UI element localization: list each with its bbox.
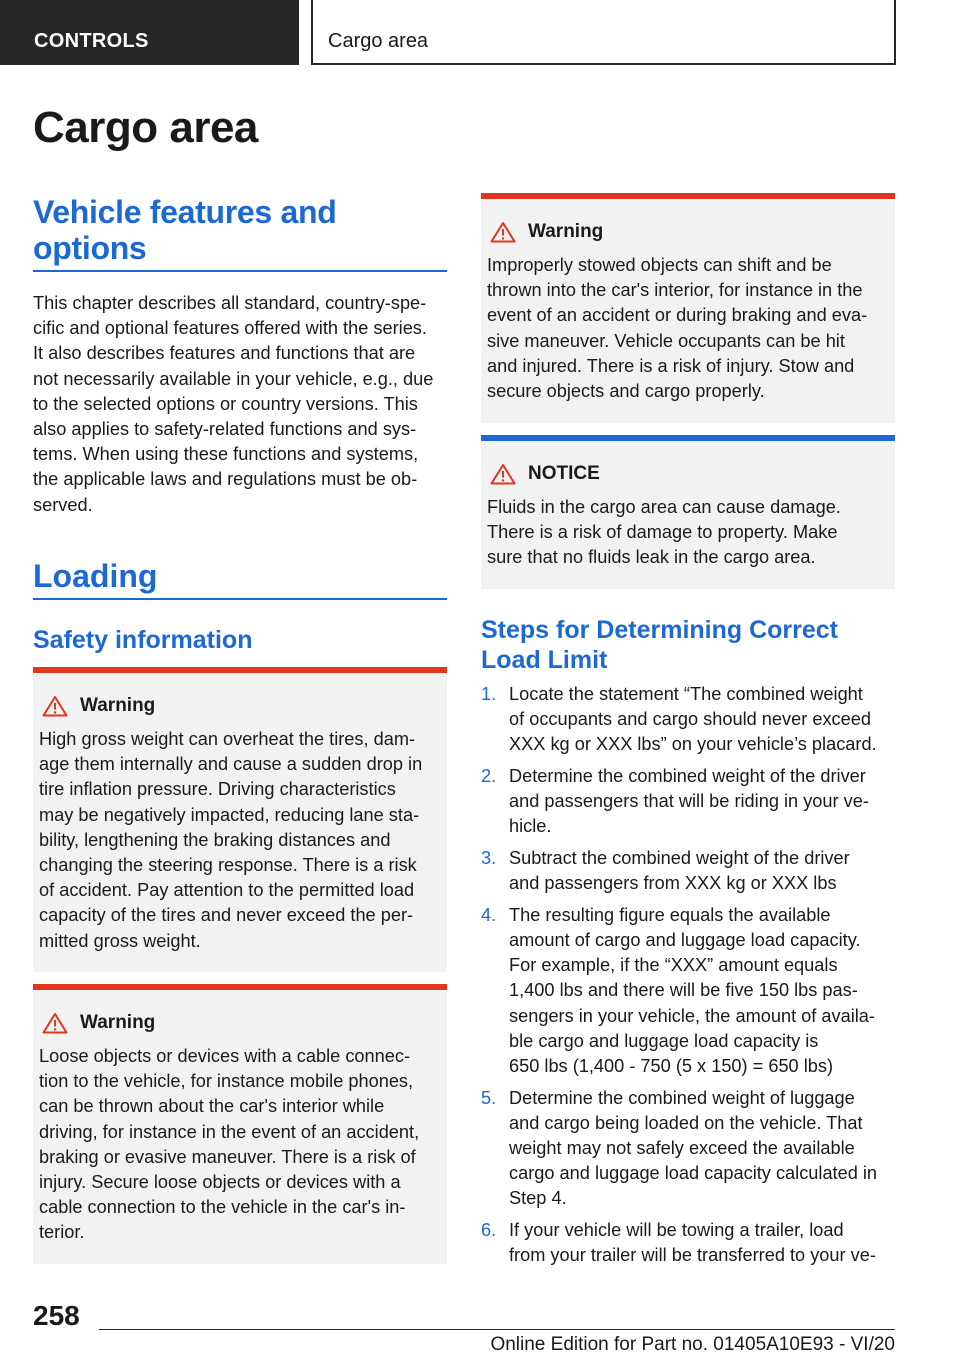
notice-label: NOTICE: [528, 463, 600, 484]
step-number: 6.: [481, 1220, 497, 1241]
list-item: 5. Determine the combined weight of luggage and cargo being loaded on the vehicle. That weight may not safely exceed the available cargo and luggage load capacity calculated in Step 4.: [481, 1086, 895, 1212]
list-item: 1. Locate the statement “The combined weight of occupants and cargo should never exceed XXX kg or XXX lbs” on your vehicle’s placard.: [481, 682, 895, 758]
notice-text: Fluids in the cargo area can cause damage. There is a risk of damage to property. Make sure that no fluids leak in the cargo area.: [487, 497, 841, 568]
safety-information-heading: Safety information: [33, 626, 253, 654]
step-number: 2.: [481, 766, 497, 786]
page-number: 258: [33, 1300, 80, 1331]
breadcrumb: Cargo area: [311, 0, 896, 65]
warning-bar: [481, 193, 895, 199]
warning-triangle-icon: [42, 695, 68, 717]
footer-divider: [99, 1329, 895, 1330]
edition-text: Online Edition for Part no. 01405A10E93 - VI/20: [490, 1334, 895, 1355]
step-number: 4.: [481, 904, 497, 925]
warning-box: [33, 667, 447, 972]
warning-text: High gross weight can overheat the tires, dam‐ age them internally and cause a sudden drop in tire inflation pressure. Driving characteristics may be negatively impacted, reducing lane sta‐ bility, lengthening the braking distances and changing the steering response. There is a risk of accident. Pay attention to the permitted load capacity of the tires and never exceed the per‐ mitted gross weight.: [39, 729, 423, 951]
warning-bar: [33, 667, 447, 673]
warning-label: Warning: [80, 1012, 156, 1033]
step-number: 5.: [481, 1087, 497, 1108]
list-item: 3. Subtract the combined weight of the driver and passengers from XXX kg or XXX lbs: [481, 846, 895, 896]
steps-heading: Steps for Determining Correct Load Limit: [481, 616, 839, 674]
vehicle-features-heading: Vehicle features and options: [33, 194, 337, 266]
warning-bar: [33, 984, 447, 990]
vehicle-features-text: This chapter describes all standard, country-spe‐ cific and optional features offered with the series. It also describes features and functions that are not necessarily available in your vehicle, e.g., due to the selected options or country versions. This also applies to safety-related functions and sys‐ tems. When using these functions and systems, the applicable laws and regulations must be ob‐ served.: [33, 293, 434, 515]
warning-label: Warning: [80, 695, 156, 716]
loading-heading: Loading: [33, 558, 158, 594]
warning-text: Improperly stowed objects can shift and be thrown into the car's interior, for instance in the event of an accident or during braking and eva‐ sive maneuver. Vehicle occupants can be hit and injured. There is a risk of injury. Stow and secure objects and cargo properly.: [487, 255, 868, 402]
warning-text: Loose objects or devices with a cable connec‐ tion to the vehicle, for instance mobile phones, can be thrown about the car's interior while driving, for instance in the event of an accident, braking or evasive maneuver. There is a risk of injury. Secure loose objects or devices with a cable connection to the vehicle in the car's in‐ terior.: [39, 1046, 420, 1243]
list-item: 6. If your vehicle will be towing a trailer, load from your trailer will be transferred to your ve‐: [481, 1218, 895, 1268]
list-item: 2. Determine the combined weight of the driver and passengers that will be riding in your ve‐ hicle.: [481, 764, 895, 840]
warning-triangle-icon: [42, 1012, 68, 1034]
warning-box: [481, 193, 895, 423]
warning-triangle-icon: [490, 221, 516, 243]
warning-label: Warning: [528, 221, 604, 242]
list-item: 4. The resulting figure equals the available amount of cargo and luggage load capacity. For example, if the “XXX” amount equals 1,400 lbs and there will be five 150 lbs pas‐ sengers in your vehicle, the amount of availa‐ ble cargo and luggage load capacity is 650 lbs (1,400 - 750 (5 x 150) = 650 lbs): [481, 903, 895, 1079]
notice-box: [481, 435, 895, 589]
step-number: 1.: [481, 684, 497, 704]
section-tab: CONTROLS: [0, 0, 299, 65]
warning-triangle-icon: [490, 463, 516, 485]
warning-box: [33, 984, 447, 1264]
section-divider: [33, 270, 447, 272]
steps-list: [481, 682, 895, 1275]
page-title: Cargo area: [33, 103, 258, 152]
notice-bar: [481, 435, 895, 441]
step-number: 3.: [481, 848, 497, 868]
section-divider: [33, 598, 447, 600]
